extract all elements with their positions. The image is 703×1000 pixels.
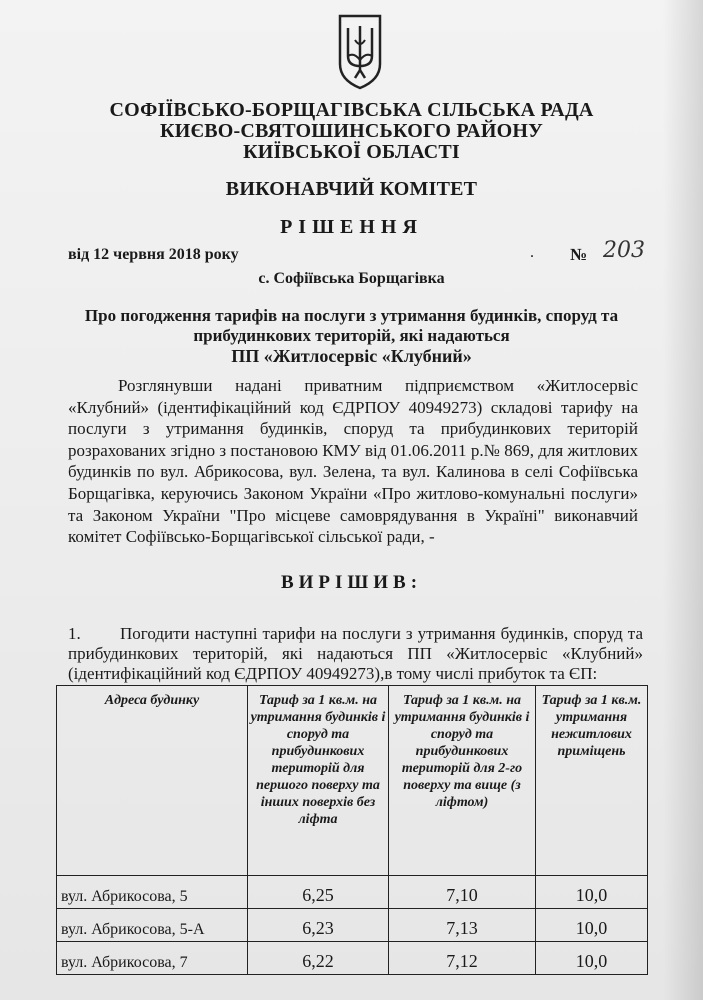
preamble-text: Розглянувши надані приватним підприємством «Житлосервіс «Клубний» (ідентифікаційний код ЄДРПОУ 40949273) складові тарифу на послуги з утримання будинків, споруд та прибудинкових територій розрахованих згідно з постановою КМУ від 01.06.2011 р.№ 869, для житлових будинків по вул. Абрикосова, вул. Зелена, та вул. Калинова в селі Софіївська Борщагівка, керуючись Законом України «Про житлово-комунальні послуги» та Законом України "Про місцеве самоврядування в Україні" виконавчий комітет Софіївсько-Борщагівської сільської ради, - — [68, 376, 638, 547]
subject-line-2: прибудинкових територій, які надаються — [193, 326, 510, 345]
tariff-table — [56, 685, 648, 975]
address-cell: вул. Абрикосова, 7 — [57, 942, 248, 975]
tariff-with-lift-cell: 7,13 — [389, 909, 536, 942]
table-row — [57, 942, 648, 975]
tariff-nonresidential-cell: 10,0 — [536, 942, 648, 975]
item-text: Погодити наступні тарифи на послуги з утримання будинків, споруд та прибудинкових територій, які надаються ПП «Житлосервіс «Клубний» (ідентифікаційний код ЄДРПОУ 40949273),в тому числі прибуток та ЄП: — [68, 624, 643, 683]
tariff-no-lift-cell: 6,22 — [248, 942, 389, 975]
trident-coat-of-arms-icon — [336, 12, 384, 92]
district-name: КИЄВО-СВЯТОШИНСЬКОГО РАЙОНУ — [160, 120, 543, 142]
header-tariff-nonresidential: Тариф за 1 кв.м. утримання нежитлових приміщень — [536, 686, 648, 876]
table-header-row — [57, 686, 648, 876]
committee-title: ВИКОНАВЧИЙ КОМІТЕТ — [225, 178, 478, 200]
decision-number-label: № — [570, 245, 588, 264]
decision-number-handwritten: 203 — [603, 238, 645, 263]
subject-line-1: Про погодження тарифів на послуги з утримання будинків, споруд та — [84, 306, 619, 325]
header-address: Адреса будинку — [57, 686, 248, 876]
council-name: СОФІЇВСЬКО-БОРЩАГІВСЬКА СІЛЬСЬКА РАДА — [109, 99, 594, 121]
table-row — [57, 876, 648, 909]
item-number: 1. — [68, 624, 81, 643]
tariff-with-lift-cell: 7,12 — [389, 942, 536, 975]
tariff-nonresidential-cell: 10,0 — [536, 909, 648, 942]
region-name: КИЇВСЬКОЇ ОБЛАСТІ — [243, 141, 460, 163]
tariff-with-lift-cell: 7,10 — [389, 876, 536, 909]
tariff-no-lift-cell: 6,23 — [248, 909, 389, 942]
address-cell: вул. Абрикосова, 5-А — [57, 909, 248, 942]
header-tariff-no-lift: Тариф за 1 кв.м. на утримання будинків і споруд та прибудинкових територій для першого поверху та інших поверхів без ліфта — [248, 686, 389, 876]
tariff-no-lift-cell: 6,25 — [248, 876, 389, 909]
decision-title: РІШЕННЯ — [280, 216, 423, 238]
address-cell: вул. Абрикосова, 5 — [57, 876, 248, 909]
decision-place: с. Софіївська Борщагівка — [258, 270, 445, 287]
preamble-paragraph — [68, 375, 638, 548]
table-row — [57, 909, 648, 942]
separator-dot: . — [530, 244, 534, 261]
resolved-heading: ВИРІШИВ: — [280, 572, 423, 593]
resolution-item-1 — [68, 624, 643, 684]
decision-date: від 12 червня 2018 року — [68, 246, 239, 263]
tariff-nonresidential-cell: 10,0 — [536, 876, 648, 909]
header-tariff-with-lift: Тариф за 1 кв.м. на утримання будинків і споруд та прибудинкових територій для 2-го поверху та вище (з ліфтом) — [389, 686, 536, 876]
subject-line-3: ПП «Житлосервіс «Клубний» — [231, 346, 472, 366]
